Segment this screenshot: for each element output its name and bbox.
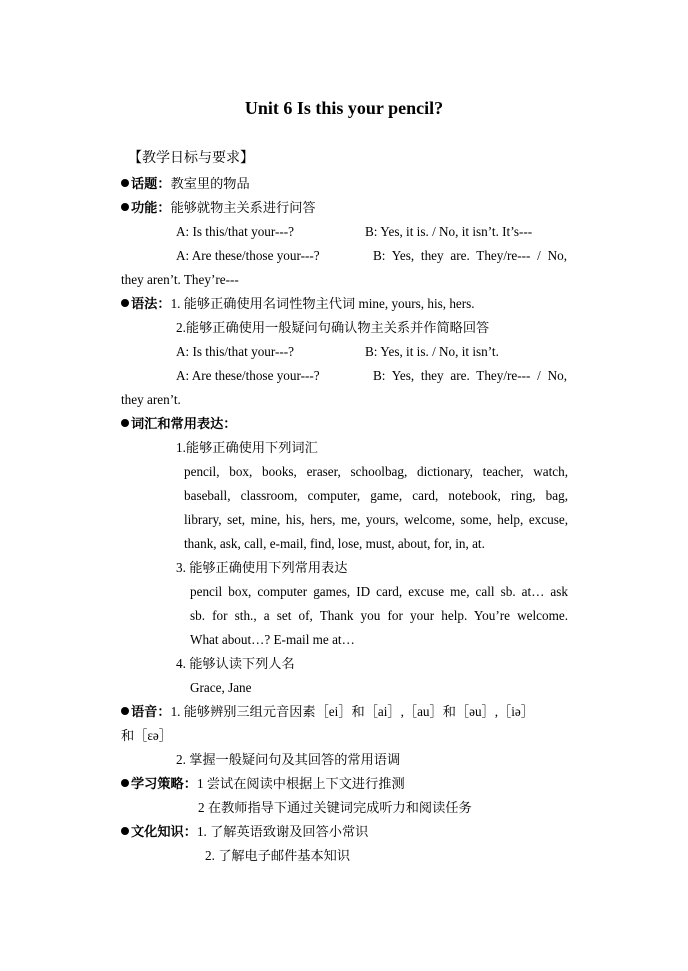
pronunciation-item2: 2. 掌握一般疑问句及其回答的常用语调 (176, 752, 401, 767)
strategy-item1: 1 尝试在阅读中根据上下文进行推测 (196, 776, 405, 791)
strategy-line (121, 775, 405, 793)
grammar-label: 语法： (131, 296, 171, 311)
function-text: 能够就物主关系进行问答 (170, 200, 316, 215)
topic-label: 话题： (131, 176, 171, 191)
pronunciation-line (121, 703, 534, 721)
function-ex2-a: A: Are these/those your---? (176, 248, 320, 263)
function-label: 功能： (131, 200, 171, 215)
grammar-ex2-cont: they aren’t. (121, 392, 181, 407)
vocab-item4-names: Grace, Jane (190, 680, 252, 695)
pronunciation-item1-cont: 和［εə］ (121, 728, 172, 743)
culture-item2: 2. 了解电子邮件基本知识 (205, 848, 351, 863)
function-ex1-a: A: Is this/that your---? (176, 224, 295, 239)
grammar-line (121, 295, 475, 313)
vocab-label: 词汇和常用表达： (131, 416, 237, 431)
bullet-icon (121, 779, 129, 787)
vocab-item1-head: 1.能够正确使用下列词汇 (176, 440, 318, 455)
bullet-icon (121, 419, 129, 427)
pronunciation-label: 语音： (131, 704, 171, 719)
function-ex1-b: B: Yes, it is. / No, it isn’t. It’s--- (365, 224, 533, 239)
topic-text: 教室里的物品 (170, 176, 250, 191)
grammar-ex2-b: B: Yes, they are. They/re--- / No, (373, 368, 567, 383)
grammar-item2: 2.能够正确使用一般疑问句确认物主关系并作简略回答 (176, 320, 490, 335)
grammar-item1: 1. 能够正确使用名词性物主代词 mine, yours, his, hers. (170, 296, 475, 311)
bullet-icon (121, 827, 129, 835)
culture-line (121, 823, 368, 841)
function-ex2-cont: they aren’t. They’re--- (121, 272, 239, 287)
vocab-item3-line: sb. for sth., a set of, Thank you for your help. You’re welcome. (190, 608, 568, 623)
function-line (121, 199, 316, 217)
vocab-item1-line: thank, ask, call, e-mail, find, lose, must, about, for, in, at. (184, 536, 485, 551)
culture-item1: 1. 了解英语致谢及回答小常识 (196, 824, 369, 839)
vocab-item3-head: 3. 能够正确使用下列常用表达 (176, 560, 348, 575)
vocab-item4-head: 4. 能够认读下列人名 (176, 656, 295, 671)
vocab-item1-line: library, set, mine, his, hers, me, yours, welcome, some, help, excuse, (184, 512, 568, 527)
vocab-line (121, 415, 237, 433)
pronunciation-item1: 1. 能够辨别三组元音因素［ei］和［ai］,［au］和［əu］,［iə］ (170, 704, 534, 719)
grammar-ex2-a: A: Are these/those your---? (176, 368, 320, 383)
function-ex2-b: B: Yes, they are. They/re--- / No, (373, 248, 567, 263)
vocab-item3-line: What about…? E-mail me at… (190, 632, 355, 647)
strategy-item2: 2 在教师指导下通过关键词完成听力和阅读任务 (198, 800, 472, 815)
unit-title: Unit 6 Is this your pencil? (244, 98, 444, 118)
grammar-ex1-a: A: Is this/that your---? (176, 344, 295, 359)
topic-line (121, 175, 250, 193)
vocab-item1-line: baseball, classroom, computer, game, card, notebook, ring, bag, (184, 488, 568, 503)
bullet-icon (121, 179, 129, 187)
bullet-icon (121, 203, 129, 211)
bullet-icon (121, 707, 129, 715)
culture-label: 文化知识： (131, 824, 197, 839)
vocab-item3-line: pencil box, computer games, ID card, excuse me, call sb. at… ask (190, 584, 568, 599)
strategy-label: 学习策略： (131, 776, 197, 791)
objectives-heading: 【教学日标与要求】 (128, 151, 254, 166)
grammar-ex1-b: B: Yes, it is. / No, it isn’t. (365, 344, 499, 359)
vocab-item1-line: pencil, box, books, eraser, schoolbag, dictionary, teacher, watch, (184, 464, 568, 479)
bullet-icon (121, 299, 129, 307)
